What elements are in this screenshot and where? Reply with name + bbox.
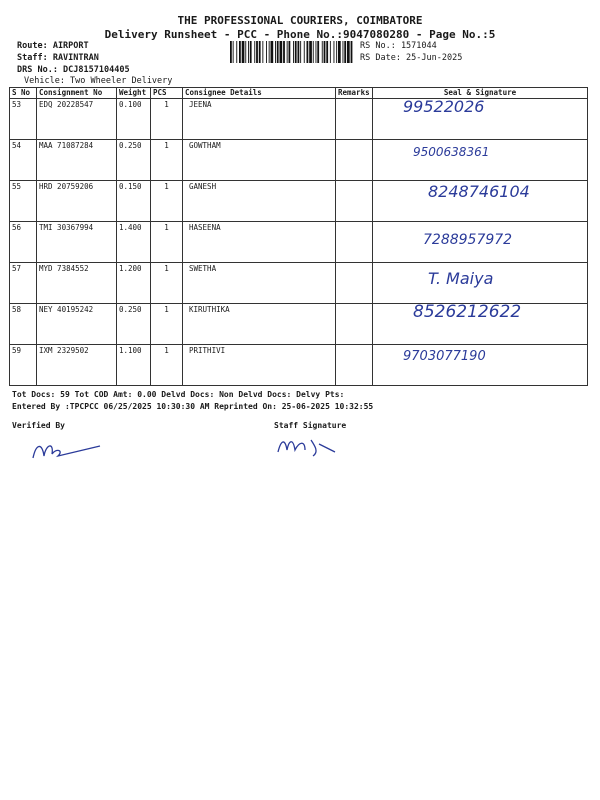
row-weight: 0.150 [117,181,151,222]
handwritten-signature: 99522026 [403,98,485,116]
document-subtitle: Delivery Runsheet - PCC - Phone No.:9047080280 - Page No.:5 [104,28,496,41]
row-weight: 1.400 [117,222,151,263]
row-consignment: MAA 71087284 [37,140,117,181]
table-row [10,304,588,345]
vehicle-label: Vehicle: Two Wheeler Delivery [24,76,173,86]
row-pcs: 1 [151,222,183,263]
row-weight: 0.100 [117,99,151,140]
verified-by-label: Verified By [12,421,65,430]
row-weight: 1.200 [117,263,151,304]
barcode [230,41,356,63]
row-sno: 53 [10,99,37,140]
row-consignment: MYD 7384552 [37,263,117,304]
row-consignment: NEY 40195242 [37,304,117,345]
row-consignee: PRITHIVI [183,345,336,386]
row-sno: 55 [10,181,37,222]
row-remarks [336,181,373,222]
row-signature [373,263,588,304]
verified-signature [28,436,108,466]
row-weight: 0.250 [117,140,151,181]
row-consignment: TMI 30367994 [37,222,117,263]
table-row [10,263,588,304]
row-pcs: 1 [151,181,183,222]
table-row [10,99,588,140]
row-remarks [336,263,373,304]
col-weight: Weight [117,88,151,99]
row-pcs: 1 [151,99,183,140]
drs-number: DRS No.: DCJ8157104405 [17,65,130,75]
handwritten-signature: 7288957972 [423,232,513,248]
staff-label: Staff: RAVINTRAN [17,53,99,63]
row-consignee: GOWTHAM [183,140,336,181]
document-title: THE PROFESSIONAL COURIERS, COIMBATORE [177,14,423,27]
handwritten-signature: 8248746104 [428,182,530,201]
row-remarks [336,304,373,345]
staff-signature [275,432,345,460]
handwritten-signature: 9500638361 [413,145,490,159]
row-consignment: HRD 20759206 [37,181,117,222]
row-sno: 54 [10,140,37,181]
runsheet-table [9,87,588,386]
row-sno: 58 [10,304,37,345]
row-signature [373,304,588,345]
col-pcs: PCS [151,88,183,99]
row-weight: 1.100 [117,345,151,386]
row-sno: 57 [10,263,37,304]
row-pcs: 1 [151,263,183,304]
row-consignee: JEENA [183,99,336,140]
rs-number: RS No.: 1571044 [360,41,437,51]
row-remarks [336,99,373,140]
row-signature [373,99,588,140]
row-signature [373,181,588,222]
row-pcs: 1 [151,140,183,181]
col-consignment: Consignment No [37,88,117,99]
row-consignment: IXM 2329502 [37,345,117,386]
handwritten-signature: T. Maiya [428,269,494,288]
col-remarks: Remarks [336,88,373,99]
row-consignee: HASEENA [183,222,336,263]
col-signature: Seal & Signature [373,88,588,99]
row-pcs: 1 [151,304,183,345]
handwritten-signature: 9703077190 [403,349,486,364]
totals-line: Tot Docs: 59 Tot COD Amt: 0.00 Delvd Docs: Non Delvd Docs: Delvy Pts: [12,390,345,399]
table-row [10,345,588,386]
row-signature [373,345,588,386]
row-weight: 0.250 [117,304,151,345]
col-sno: S No [10,88,37,99]
table-row [10,140,588,181]
row-consignee: KIRUTHIKA [183,304,336,345]
row-consignee: GANESH [183,181,336,222]
row-signature [373,140,588,181]
col-consignee: Consignee Details [183,88,336,99]
row-consignment: EDQ 20228547 [37,99,117,140]
table-row [10,222,588,263]
row-signature [373,222,588,263]
row-sno: 56 [10,222,37,263]
table-row [10,181,588,222]
handwritten-signature: 8526212622 [413,303,522,322]
entered-by-line: Entered By :TPCPCC 06/25/2025 10:30:30 AM Reprinted On: 25-06-2025 10:32:55 [12,402,374,411]
staff-signature-label: Staff Signature [274,421,347,430]
row-remarks [336,345,373,386]
row-sno: 59 [10,345,37,386]
row-remarks [336,140,373,181]
row-pcs: 1 [151,345,183,386]
row-consignee: SWETHA [183,263,336,304]
rs-date: RS Date: 25-Jun-2025 [360,53,463,63]
table-header-row [10,88,588,99]
row-remarks [336,222,373,263]
route-label: Route: AIRPORT [17,41,89,51]
